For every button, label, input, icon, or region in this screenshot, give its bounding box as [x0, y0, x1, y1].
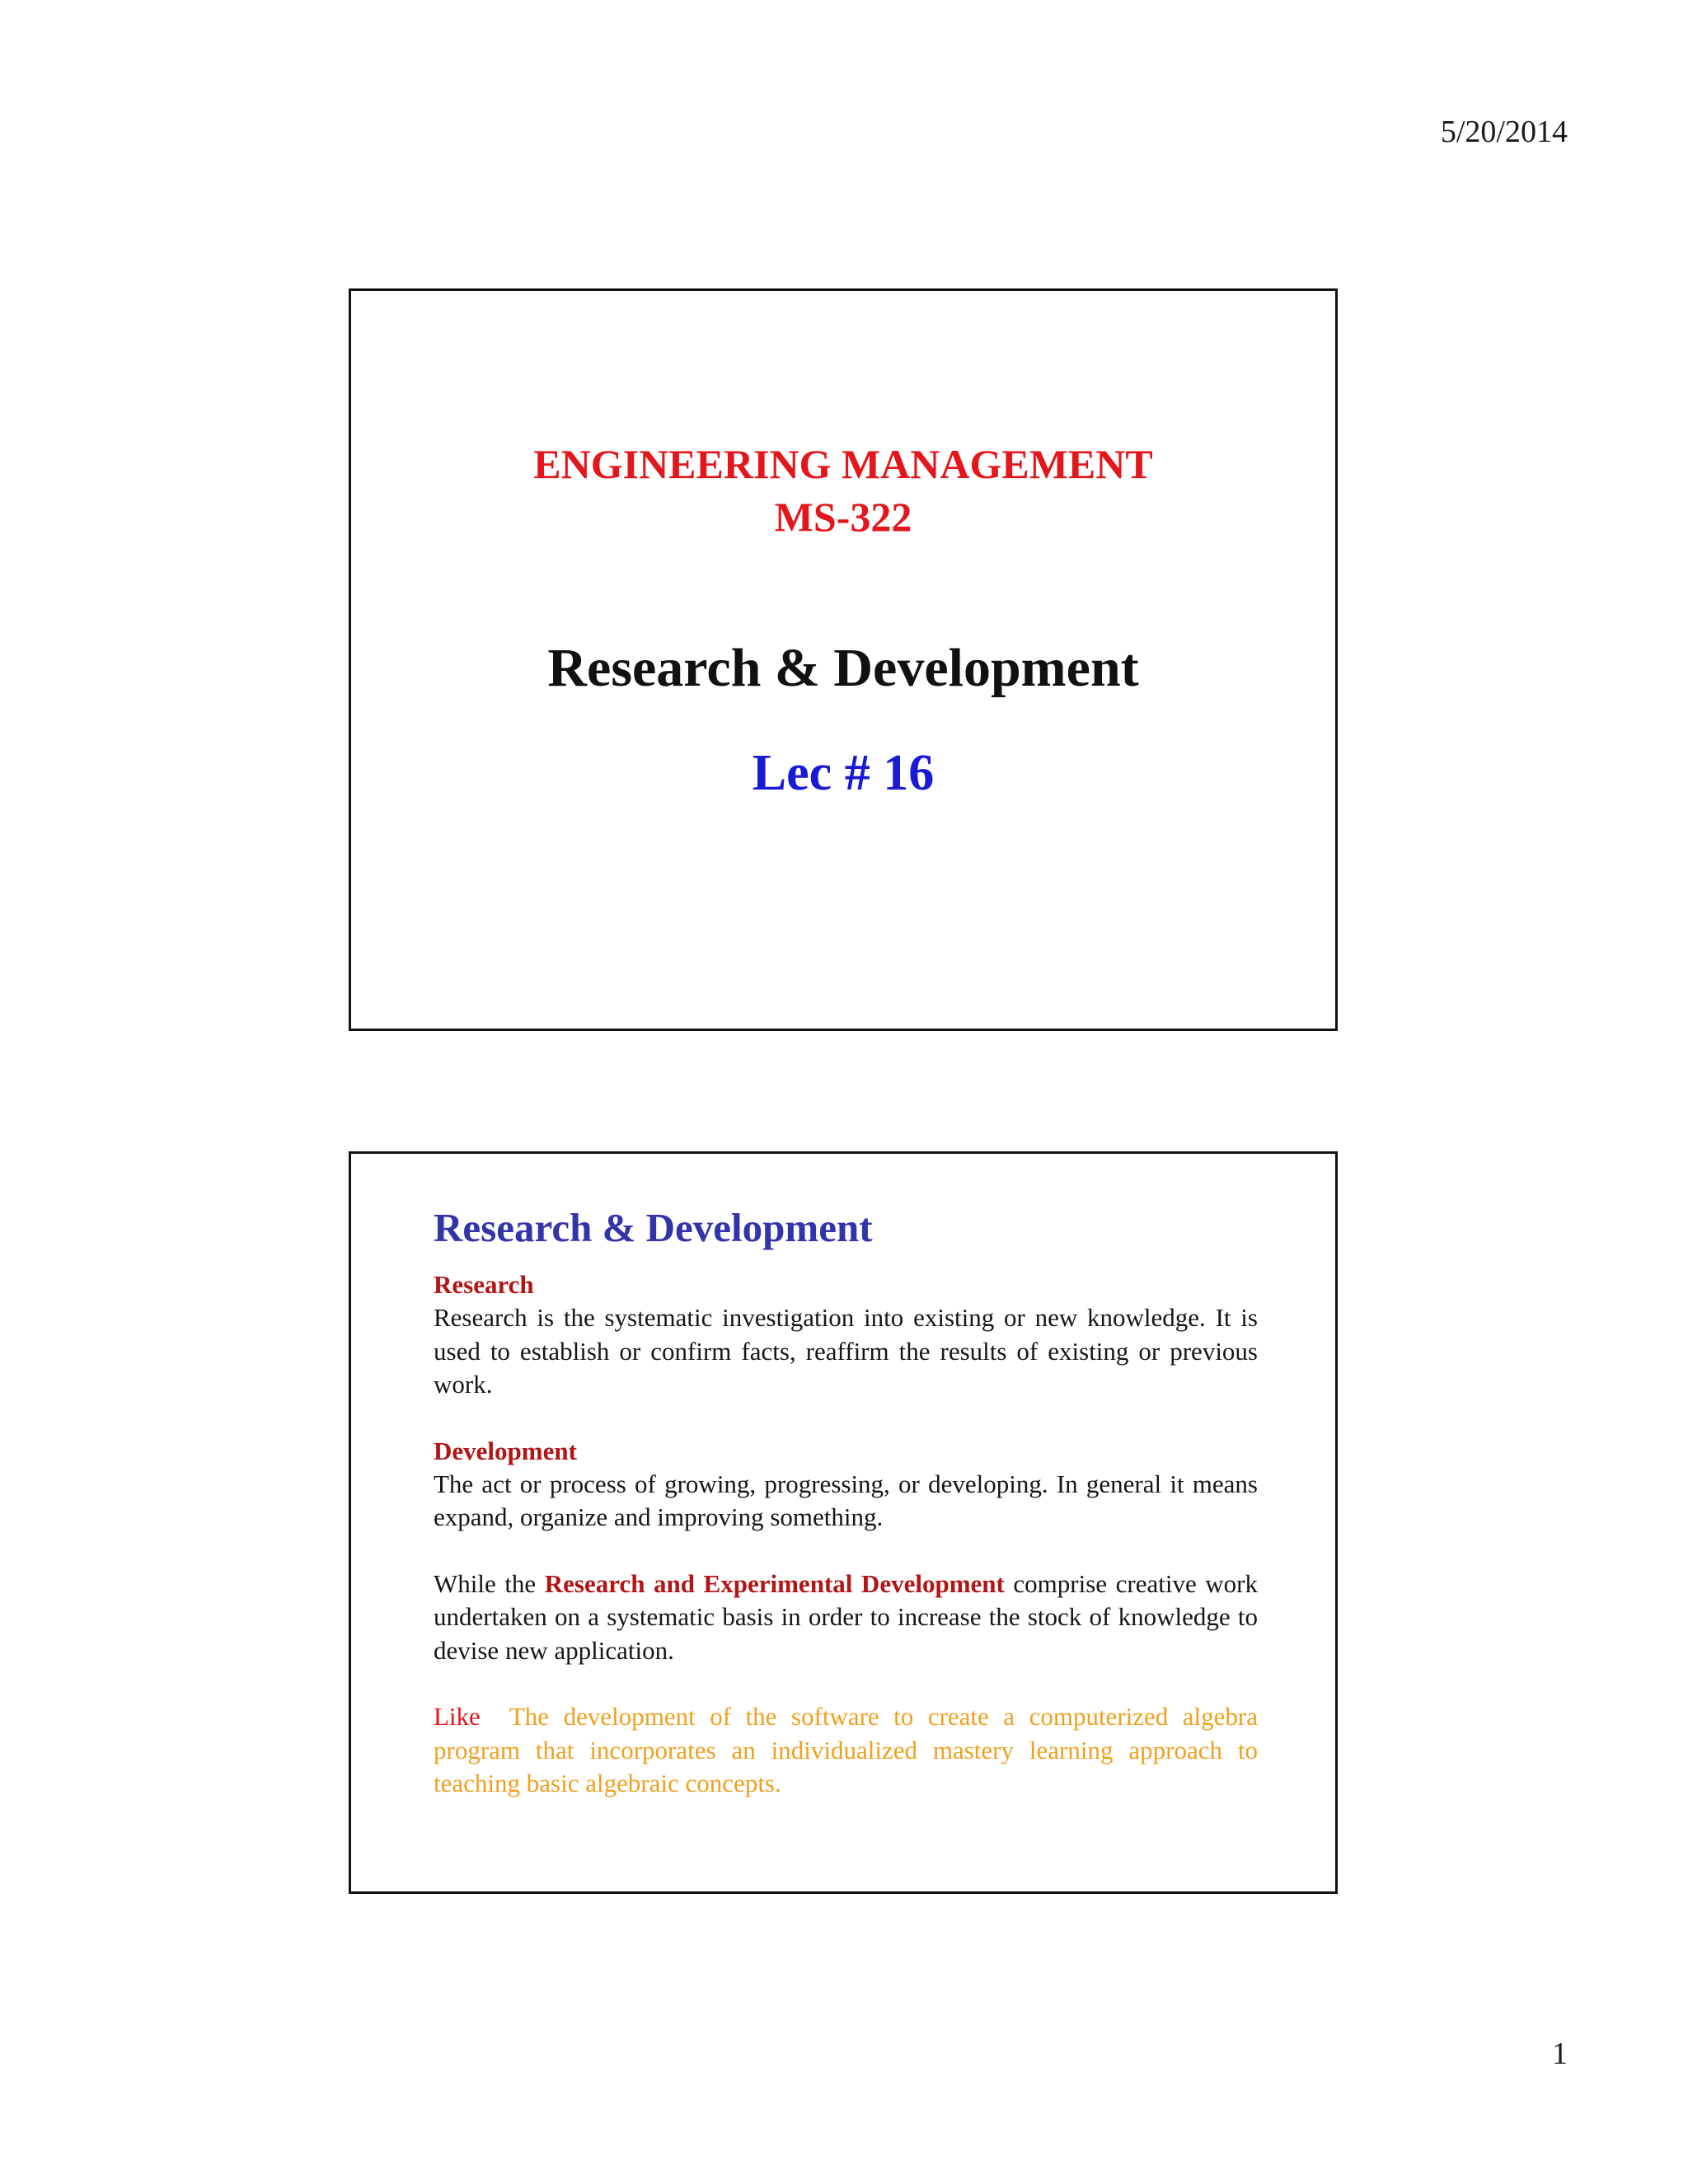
rd-prefix: While the: [434, 1568, 545, 1598]
research-label: Research: [434, 1270, 534, 1299]
spacer: [434, 1667, 1258, 1700]
spacer: [434, 1402, 1258, 1435]
example-label: Like: [434, 1702, 481, 1731]
content-slide: [349, 1151, 1338, 1894]
example-paragraph: [434, 1700, 1258, 1801]
spacer: [434, 1535, 1258, 1568]
development-definition: The act or process of growing, progressing, or developing. In general it means expand, organize and improving something.: [434, 1469, 1258, 1531]
example-text: The development of the software to create a computerized algebra program that incorporates an individualized mastery learning approach to teaching basic algebraic concepts.: [434, 1702, 1259, 1797]
title-slide: [349, 288, 1338, 1031]
page-date: 5/20/2014: [1440, 115, 1568, 149]
course-code: MS-322: [774, 494, 912, 540]
research-definition: Research is the systematic investigation into existing or new knowledge. It is used to establish or confirm facts, reaffirm the results of existing or previous work.: [434, 1303, 1258, 1399]
lecture-title: Research & Development: [547, 638, 1139, 698]
rd-suffix: comprise creative work undertaken on a systematic basis in order to increase the stock of knowledge to devise new application.: [434, 1568, 1258, 1665]
course-heading: [351, 438, 1335, 543]
course-title: ENGINEERING MANAGEMENT: [533, 441, 1153, 487]
content-body: [434, 1199, 1258, 1801]
page-number: 1: [1552, 2036, 1568, 2071]
lecture-number: Lec # 16: [752, 745, 935, 801]
rd-highlight: Research and Experimental Development: [544, 1568, 1005, 1598]
development-label: Development: [434, 1436, 577, 1465]
rd-paragraph: [434, 1568, 1258, 1668]
slide-heading: Research & Development: [434, 1205, 873, 1250]
